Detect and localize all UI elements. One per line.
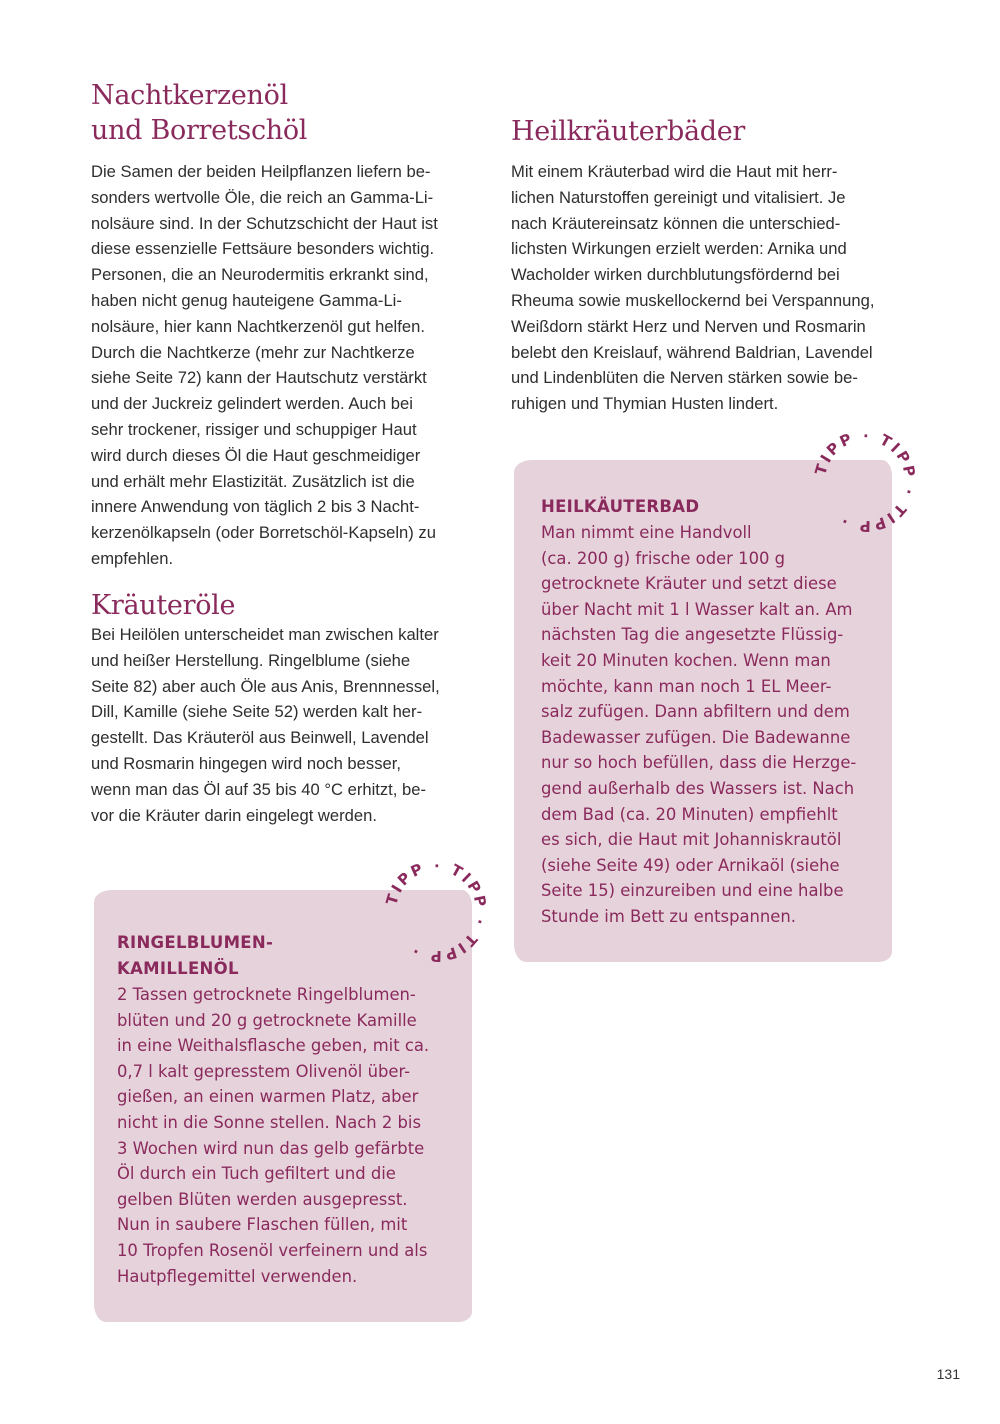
text-line: möchte, kann man noch 1 EL Meer-: [541, 676, 832, 696]
text-line: blüten und 20 g getrocknete Kamille: [117, 1010, 417, 1030]
text-line: keit 20 Minuten kochen. Wenn man: [541, 650, 831, 670]
text-line: Durch die Nachtkerze (mehr zur Nachtkerze: [91, 342, 415, 362]
text-line: und Rosmarin hingegen wird noch besser,: [91, 753, 401, 773]
heading-line: Nachtkerzenöl: [91, 80, 288, 111]
tip-title-line: KAMILLENÖL: [117, 958, 239, 978]
text-line: nur so hoch befüllen, dass die Herzge-: [541, 753, 857, 773]
heading-line: und Borretschöl: [91, 115, 308, 146]
text-line: nolsäure, hier kann Nachtkerzenöl gut helfen.: [91, 316, 425, 336]
text-line: haben nicht genug hauteigene Gamma-Li-: [91, 290, 402, 310]
text-line: gießen, an einen warmen Platz, aber: [117, 1087, 419, 1107]
text-line: salz zufügen. Dann abfiltern und dem: [541, 702, 850, 722]
text-line: Die Samen der beiden Heilpflanzen liefern be-: [91, 162, 431, 181]
text-line: gestellt. Das Kräuteröl aus Beinwell, Lavendel: [91, 728, 429, 748]
text-line: gelben Blüten werden ausgepresst.: [117, 1189, 408, 1209]
text-line: wenn man das Öl auf 35 bis 40 °C erhitzt, be-: [91, 779, 426, 799]
text-line: Seite 82) aber auch Öle aus Anis, Brennnessel,: [91, 676, 440, 696]
tip-text-heilkaeuterbad: [541, 520, 856, 930]
paragraph-nachtkerzenoel: [91, 159, 438, 572]
text-line: nach Kräutereinsatz können die unterschied-: [511, 213, 841, 233]
text-line: Weißdorn stärkt Herz und Nerven und Rosmarin: [511, 316, 866, 336]
text-line: nicht in die Sonne stellen. Nach 2 bis: [117, 1112, 421, 1132]
text-line: Mit einem Kräuterbad wird die Haut mit herr-: [511, 162, 838, 181]
text-line: Personen, die an Neurodermitis erkrankt sind,: [91, 265, 429, 285]
tip-badge-text: TIPP · TIPP · TIPP ·: [811, 426, 920, 536]
text-line: und erhält mehr Elastizität. Zusätzlich ist die: [91, 471, 415, 491]
text-line: 0,7 l kalt gepresstem Olivenöl über-: [117, 1061, 411, 1081]
tip-text-ringelblumen: [117, 982, 429, 1289]
text-line: Öl durch ein Tuch gefiltert und die: [117, 1164, 396, 1184]
text-line: Nun in saubere Flaschen füllen, mit: [117, 1215, 408, 1235]
text-line: Rheuma sowie muskellockernd bei Verspannung,: [511, 290, 875, 310]
text-line: dem Bad (ca. 20 Minuten) empfiehlt: [541, 804, 838, 824]
text-line: gend außerhalb des Wassers ist. Nach: [541, 778, 855, 798]
text-line: (siehe Seite 49) oder Arnikaöl (siehe: [541, 855, 840, 875]
text-line: und Lindenblüten die Nerven stärken sowie be-: [511, 368, 858, 388]
text-line: Badewasser zufügen. Die Badewanne: [541, 727, 851, 747]
text-line: wird durch dieses Öl die Haut geschmeidiger: [91, 445, 421, 465]
text-line: Dill, Kamille (siehe Seite 52) werden kalt her-: [91, 702, 423, 722]
text-line: in eine Weithalsflasche geben, mit ca.: [117, 1036, 430, 1056]
text-line: vor die Kräuter darin eingelegt werden.: [91, 805, 377, 825]
text-line: lichen Naturstoffen gereinigt und vitalisiert. Je: [511, 187, 846, 207]
heading-kraeuteroele: Kräuteröle: [91, 590, 236, 621]
text-line: Hautpflegemittel verwenden.: [117, 1266, 358, 1286]
tip-badge-text: TIPP · TIPP · TIPP ·: [382, 856, 491, 966]
tip-title-line: RINGELBLUMEN-: [117, 933, 274, 952]
text-line: es sich, die Haut mit Johanniskrautöl: [541, 830, 842, 850]
text-line: 3 Wochen wird nun das gelb gefärbte: [117, 1138, 425, 1158]
text-line: nächsten Tag die angesetzte Flüssig-: [541, 625, 844, 645]
text-line: und heißer Herstellung. Ringelblume (siehe: [91, 650, 411, 670]
tip-badge-left: [380, 855, 492, 967]
text-line: (ca. 200 g) frische oder 100 g: [541, 548, 786, 568]
text-line: Bei Heilölen unterscheidet man zwischen kalter: [91, 625, 439, 644]
text-line: ruhigen und Thymian Husten lindert.: [511, 394, 779, 414]
heading-nachtkerzenoel: [91, 78, 307, 148]
paragraph-heilkraeuterbaeder: [511, 159, 874, 417]
text-line: 2 Tassen getrocknete Ringelblumen-: [117, 985, 416, 1004]
text-line: kerzenölkapseln (oder Borretschöl-Kapseln) zu: [91, 523, 436, 543]
text-line: belebt den Kreislauf, während Baldrian, Lavendel: [511, 342, 873, 362]
text-line: Stunde im Bett zu entspannen.: [541, 906, 796, 926]
text-line: empfehlen.: [91, 548, 174, 568]
text-line: innere Anwendung von täglich 2 bis 3 Nacht-: [91, 497, 420, 517]
text-line: sonders wertvolle Öle, die reich an Gamma-Li-: [91, 187, 434, 207]
text-line: Seite 15) einzureiben und eine halbe: [541, 881, 844, 901]
tip-title-ringelblumen: [117, 930, 273, 982]
text-line: getrocknete Kräuter und setzt diese: [541, 574, 837, 594]
text-line: über Nacht mit 1 l Wasser kalt an. Am: [541, 599, 853, 619]
page-number: 131: [936, 1366, 960, 1382]
text-line: diese essenzielle Fettsäure besonders wichtig.: [91, 239, 435, 259]
text-line: Man nimmt eine Handvoll: [541, 523, 752, 542]
text-line: Wacholder wirken durchblutungsfördernd bei: [511, 265, 840, 285]
text-line: 10 Tropfen Rosenöl verfeinern und als: [117, 1240, 428, 1260]
text-line: sehr trockener, rissiger und schuppiger Haut: [91, 419, 417, 439]
text-line: nolsäure sind. In der Schutzschicht der Haut ist: [91, 213, 438, 233]
paragraph-kraeuteroele: [91, 622, 440, 828]
heading-heilkraeuterbaeder: Heilkräuterbäder: [511, 116, 746, 147]
text-line: siehe Seite 72) kann der Hautschutz verstärkt: [91, 368, 427, 388]
text-line: lichsten Wirkungen erzielt werden: Arnika und: [511, 239, 847, 259]
text-line: und der Juckreiz gelindert werden. Auch bei: [91, 394, 413, 414]
tip-title-heilkaeuterbad: HEILKÄUTERBAD: [541, 497, 700, 516]
